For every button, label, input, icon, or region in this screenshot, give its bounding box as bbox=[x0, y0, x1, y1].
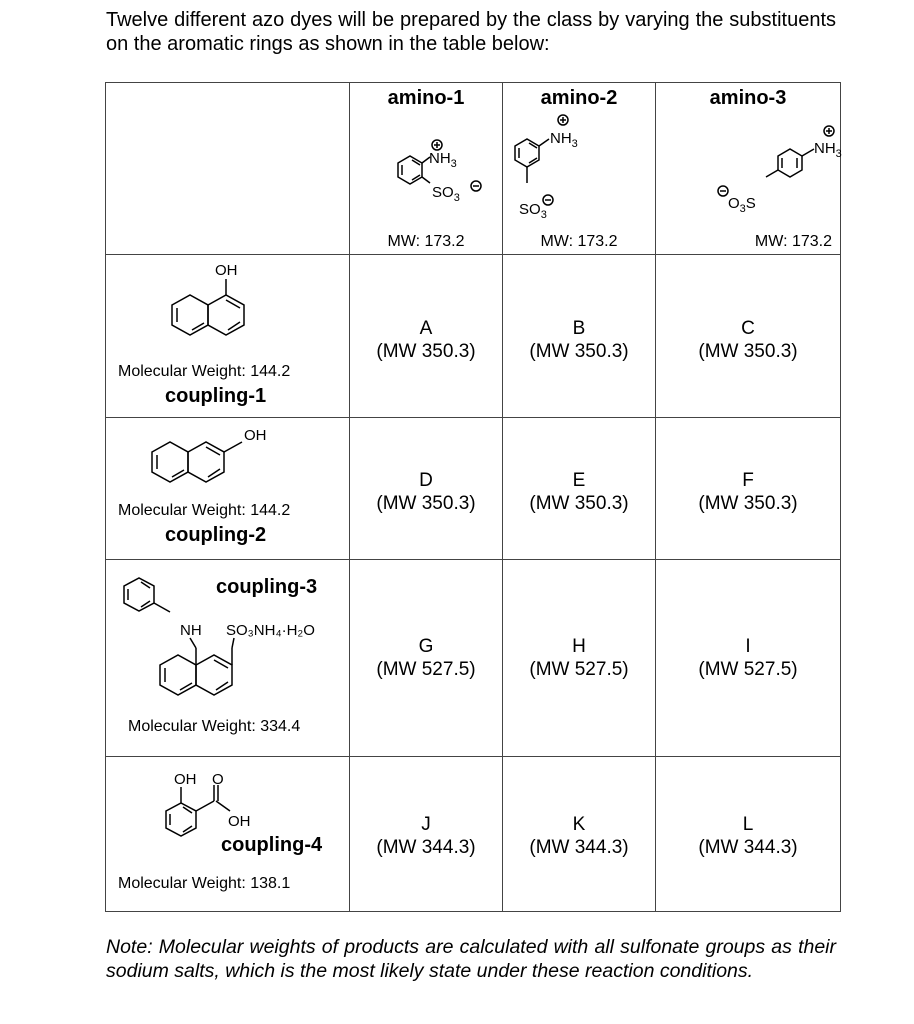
o3s-label: $O_3S$ bbox=[728, 195, 756, 215]
product-mw: (MW 527.5) bbox=[529, 659, 629, 680]
amine-cell-1 bbox=[350, 83, 503, 255]
product-letter: J bbox=[421, 814, 431, 835]
product-letter: K bbox=[572, 814, 586, 835]
product-letter: I bbox=[745, 636, 751, 657]
amine-cell-3 bbox=[656, 83, 841, 255]
amine-name: amino-1 bbox=[387, 87, 465, 109]
product-cell-E bbox=[503, 418, 656, 560]
product-letter: E bbox=[572, 470, 586, 491]
amino-1-structure bbox=[350, 83, 502, 254]
product-cell-I bbox=[656, 560, 841, 757]
coupling-name: coupling-1 bbox=[165, 385, 267, 407]
product-cell-C bbox=[656, 255, 841, 418]
product-cell-F bbox=[656, 418, 841, 560]
oh-label: OH bbox=[174, 771, 197, 788]
product-cell-G bbox=[350, 560, 503, 757]
product-mw: (MW 344.3) bbox=[698, 837, 798, 858]
product-mw: (MW 527.5) bbox=[376, 659, 476, 680]
carbonyl-o-label: O bbox=[212, 771, 224, 788]
coupling-cell-2 bbox=[106, 418, 350, 560]
product-cell-A bbox=[350, 255, 503, 418]
product-letter: L bbox=[742, 814, 754, 835]
oh-label: OH bbox=[244, 427, 267, 444]
product-mw: (MW 350.3) bbox=[529, 493, 629, 514]
coupling-mw: Molecular Weight: 144.2 bbox=[118, 502, 291, 519]
amine-mw: MW: 173.2 bbox=[540, 233, 618, 250]
footnote: Note: Molecular weights of products are calculated with all sulfonate groups as their sodium salts, which is the most likely state under these reaction conditions. bbox=[106, 936, 836, 982]
product-mw: (MW 527.5) bbox=[698, 659, 798, 680]
coupling-name: coupling-3 bbox=[216, 576, 318, 598]
product-cell-D bbox=[350, 418, 503, 560]
nh3-label: $NH_3$ bbox=[550, 130, 578, 150]
product-mw: (MW 350.3) bbox=[698, 493, 798, 514]
coupling-mw: Molecular Weight: 334.4 bbox=[128, 718, 301, 735]
product-cell-J bbox=[350, 757, 503, 912]
nh3-label: $NH_3$ bbox=[814, 140, 842, 160]
corner-cell bbox=[106, 83, 350, 255]
product-letter: A bbox=[419, 318, 433, 339]
coupling-mw: Molecular Weight: 138.1 bbox=[118, 875, 291, 892]
coupling-cell-4 bbox=[106, 757, 350, 912]
product-letter: F bbox=[742, 470, 754, 491]
coupling-row-3 bbox=[106, 560, 841, 757]
product-mw: (MW 350.3) bbox=[698, 341, 798, 362]
product-mw: (MW 350.3) bbox=[376, 493, 476, 514]
intro-paragraph: Twelve different azo dyes will be prepared by the class by varying the substituents on the aromatic rings as shown in the table below: bbox=[106, 9, 836, 55]
nh3-label: $NH_3$ bbox=[429, 150, 457, 170]
product-mw: (MW 350.3) bbox=[376, 341, 476, 362]
coupling-cell-3 bbox=[106, 560, 350, 757]
coupling-name: coupling-4 bbox=[221, 834, 323, 856]
product-letter: G bbox=[418, 636, 434, 657]
product-mw: (MW 350.3) bbox=[529, 341, 629, 362]
amine-name: amino-3 bbox=[709, 87, 787, 109]
coupling-row-1 bbox=[106, 255, 841, 418]
so3-label: $SO_3$ bbox=[432, 184, 460, 204]
amino-2-structure bbox=[503, 83, 655, 254]
azo-dye-table bbox=[105, 82, 841, 912]
nh-label: NH bbox=[180, 622, 202, 639]
sulfonate-salt-label: SO₃NH₄·H₂O bbox=[226, 622, 315, 639]
amine-name: amino-2 bbox=[540, 87, 618, 109]
amine-mw: MW: 173.2 bbox=[754, 233, 832, 250]
coupling-row-2 bbox=[106, 418, 841, 560]
coupling-cell-1 bbox=[106, 255, 350, 418]
amine-cell-2 bbox=[503, 83, 656, 255]
product-letter: B bbox=[572, 318, 586, 339]
amine-header-row bbox=[106, 83, 841, 255]
coupling-row-4 bbox=[106, 757, 841, 912]
product-mw: (MW 344.3) bbox=[376, 837, 476, 858]
product-letter: H bbox=[572, 636, 586, 657]
product-mw: (MW 344.3) bbox=[529, 837, 629, 858]
amino-3-structure bbox=[656, 83, 840, 254]
product-cell-L bbox=[656, 757, 841, 912]
oh-label: OH bbox=[215, 262, 238, 279]
product-letter: D bbox=[419, 470, 433, 491]
product-letter: C bbox=[741, 318, 755, 339]
coupling-name: coupling-2 bbox=[165, 524, 267, 546]
product-cell-H bbox=[503, 560, 656, 757]
acid-oh-label: OH bbox=[228, 813, 251, 830]
amine-mw: MW: 173.2 bbox=[387, 233, 465, 250]
product-cell-B bbox=[503, 255, 656, 418]
product-cell-K bbox=[503, 757, 656, 912]
coupling-mw: Molecular Weight: 144.2 bbox=[118, 363, 291, 380]
so3-label: $SO_3$ bbox=[519, 201, 547, 221]
